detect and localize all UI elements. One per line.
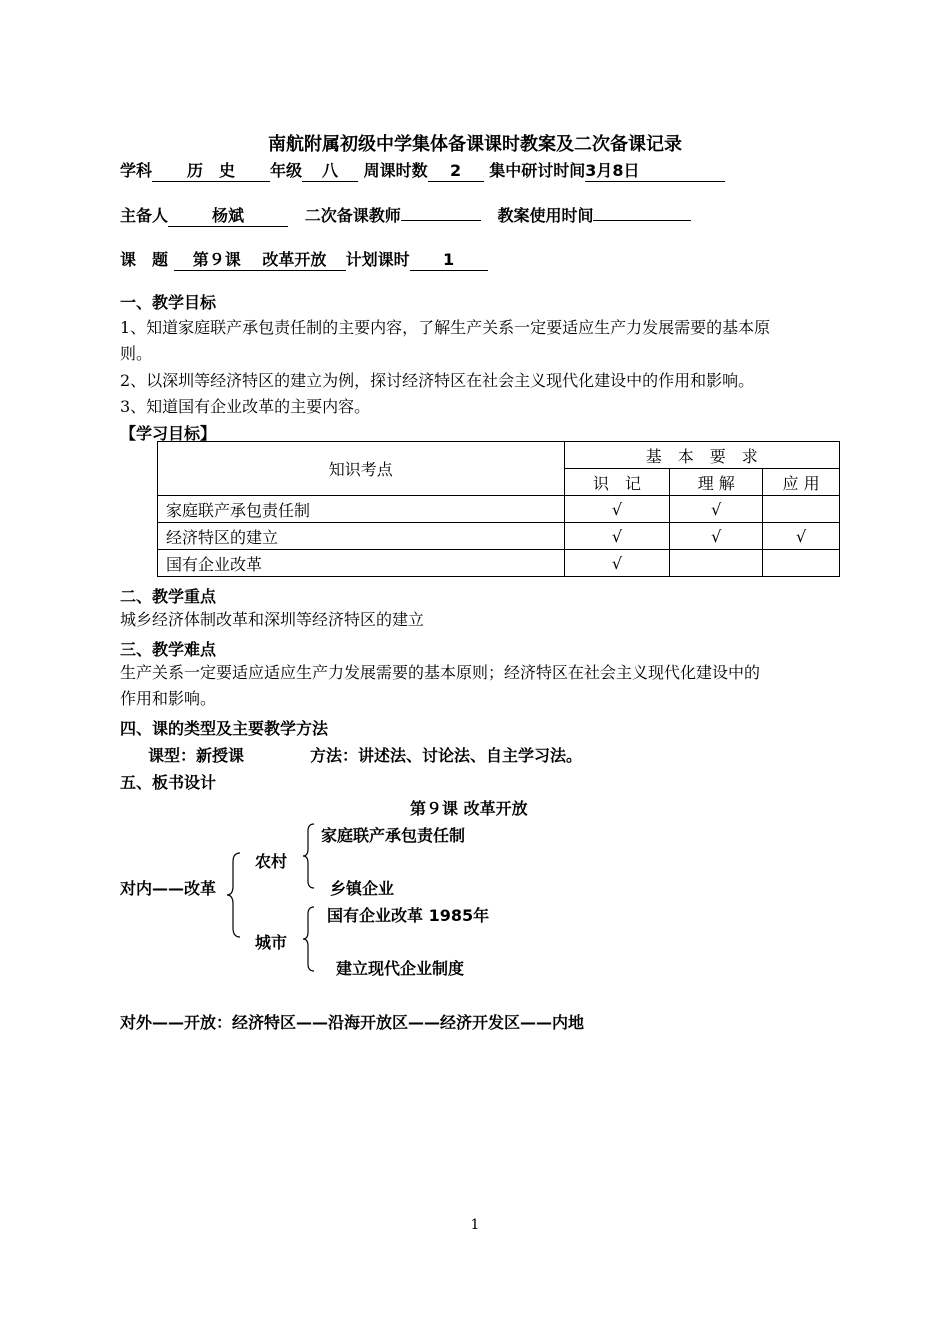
key-points-text: 城乡经济体制改革和深圳等经济特区的建立 xyxy=(120,610,425,629)
section-4-heading: 四、课的类型及主要教学方法 xyxy=(120,719,329,738)
weekly-hours-value: 2 xyxy=(428,161,484,182)
weekly-hours-label: 周课时数 xyxy=(363,161,428,180)
check-mark: √ xyxy=(564,523,670,550)
knowledge-point: 国有企业改革 xyxy=(158,550,565,577)
check-mark xyxy=(763,550,840,577)
subject-label: 学科 xyxy=(120,161,153,180)
grade-label: 年级 xyxy=(270,161,303,180)
check-mark: √ xyxy=(763,523,840,550)
board-title: 第９课 改革开放 xyxy=(410,799,528,818)
rural-brace-icon xyxy=(302,823,316,889)
table-row xyxy=(158,523,840,550)
usage-time-label: 教案使用时间 xyxy=(497,206,594,225)
grade-value: 八 xyxy=(302,161,358,182)
table-row xyxy=(158,550,840,577)
page-number: 1 xyxy=(470,1217,480,1233)
knowledge-point: 家庭联产承包责任制 xyxy=(158,496,565,523)
board-rural-item-2: 乡镇企业 xyxy=(330,879,395,898)
left-brace-icon xyxy=(226,852,242,938)
topic-value: 第９课 改革开放 xyxy=(174,250,346,271)
lesson-type: 课型：新授课 xyxy=(148,746,245,765)
section-1-heading: 一、教学目标 xyxy=(120,293,217,312)
objective-2: 2、以深圳等经济特区的建立为例，探讨经济特区在社会主义现代化建设中的作用和影响。 xyxy=(120,371,755,390)
topic-label: 课 题 xyxy=(120,250,169,269)
subject-value: 历 史 xyxy=(152,161,270,182)
preparer-label: 主备人 xyxy=(120,206,169,225)
understand-header: 理 解 xyxy=(670,469,763,496)
knowledge-header: 知识考点 xyxy=(158,442,565,496)
check-mark xyxy=(763,496,840,523)
check-mark: √ xyxy=(670,496,763,523)
page-title: 南航附属初级中学集体备课课时教案及二次备课记录 xyxy=(268,134,682,155)
preparer-value: 杨斌 xyxy=(168,206,288,227)
table-row xyxy=(158,496,840,523)
topic-row xyxy=(120,247,488,271)
board-outer-opening: 对外——开放：经济特区——沿海开放区——经济开发区——内地 xyxy=(120,1013,585,1032)
difficulty-text-1: 生产关系一定要适应适应生产力发展需要的基本原则；经济特区在社会主义现代化建设中的 xyxy=(120,663,761,682)
planned-hours-value: 1 xyxy=(410,250,488,271)
board-rural: 农村 xyxy=(255,852,288,871)
info-row-1 xyxy=(120,158,725,182)
check-mark: √ xyxy=(564,550,670,577)
check-mark: √ xyxy=(670,523,763,550)
info-row-2 xyxy=(120,203,691,227)
learning-goals-table xyxy=(157,441,840,577)
seminar-time-label: 集中研讨时间 xyxy=(489,161,586,180)
objective-3: 3、知道国有企业改革的主要内容。 xyxy=(120,397,371,416)
planned-hours-label: 计划课时 xyxy=(345,250,410,269)
learning-goals-heading: 【学习目标】 xyxy=(120,424,217,443)
board-inner-reform: 对内——改革 xyxy=(120,879,217,898)
section-3-heading: 三、教学难点 xyxy=(120,640,217,659)
board-urban: 城市 xyxy=(255,933,288,952)
board-urban-item-1: 国有企业改革 1985年 xyxy=(327,906,490,925)
memorize-header: 识 记 xyxy=(564,469,670,496)
board-urban-item-2: 建立现代企业制度 xyxy=(336,959,465,978)
second-teacher-label: 二次备课教师 xyxy=(304,206,401,225)
objective-1-cont: 则。 xyxy=(120,344,153,363)
seminar-time-value: 3月8日 xyxy=(585,161,725,182)
apply-header: 应 用 xyxy=(763,469,840,496)
knowledge-point: 经济特区的建立 xyxy=(158,523,565,550)
section-5-heading: 五、板书设计 xyxy=(120,773,217,792)
section-2-heading: 二、教学重点 xyxy=(120,587,217,606)
usage-time-value xyxy=(593,220,691,221)
requirements-header: 基 本 要 求 xyxy=(564,442,839,469)
check-mark: √ xyxy=(564,496,670,523)
urban-brace-icon xyxy=(302,906,316,972)
difficulty-text-2: 作用和影响。 xyxy=(120,689,217,708)
board-rural-item-1: 家庭联产承包责任制 xyxy=(321,826,466,845)
teaching-methods: 方法：讲述法、讨论法、自主学习法。 xyxy=(310,746,583,765)
objective-1: 1、知道家庭联产承包责任制的主要内容，了解生产关系一定要适应生产力发展需要的基本原 xyxy=(120,318,771,337)
second-teacher-value xyxy=(401,220,481,221)
check-mark xyxy=(670,550,763,577)
